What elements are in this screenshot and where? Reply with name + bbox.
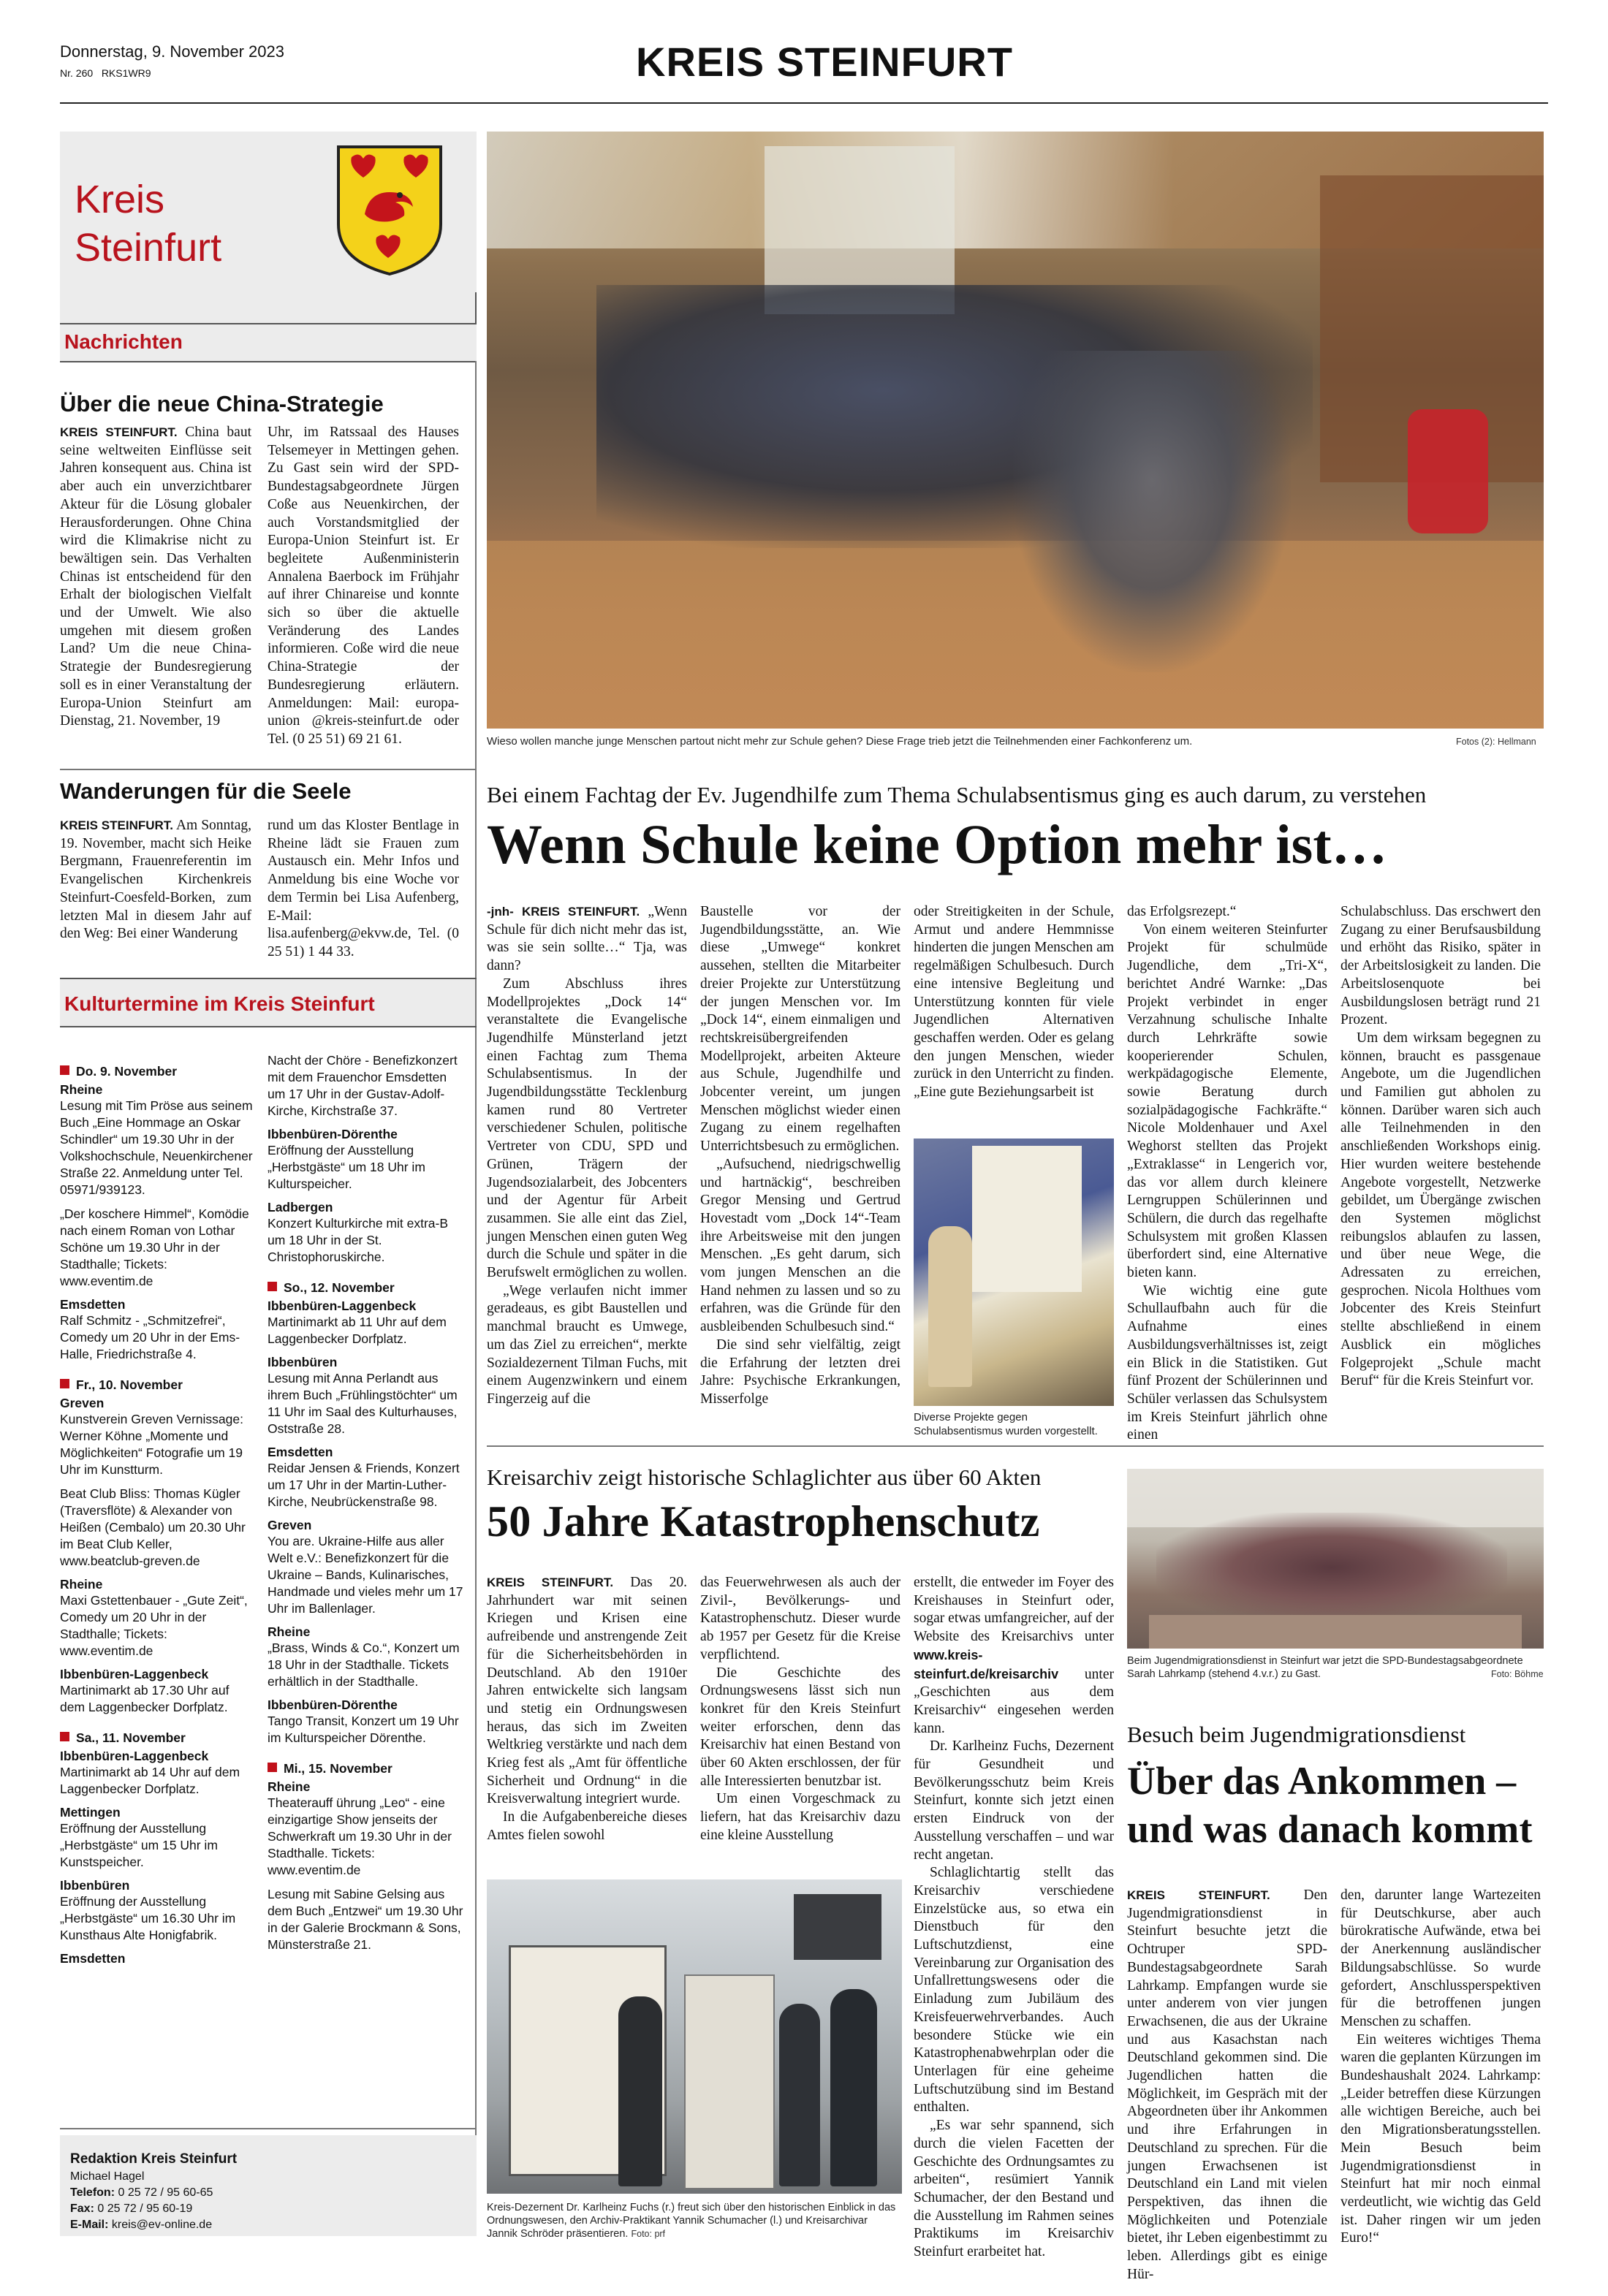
paragraph: „Wege verlaufen nicht immer geradeaus, es gibt Baustellen und manchmal braucht es Umwege, um das Ziel zu erreichen“, merkte Sozialdezernent Tilman Fuchs, mit einem Augenzwinkern und einem Fingerzeig auf die — [487, 1282, 687, 1407]
red-square-icon — [60, 1732, 69, 1741]
event-place: Greven — [268, 1518, 312, 1532]
event-place: Rheine — [268, 1779, 311, 1794]
school-bottom-rule — [487, 1445, 1544, 1447]
event-description: „Brass, Winds & Co.“, Konzert um 18 Uhr in der Stadthalle. Tickets erhältlich in der Stadthalle. — [268, 1641, 460, 1689]
photo-person-1 — [618, 1996, 662, 2186]
photo-backpack — [1408, 409, 1488, 533]
event-description: Eröffnung der Ausstellung „Herbstgäste“ um 16.30 Uhr im Kunsthaus Alte Honigfabrik. — [60, 1894, 236, 1942]
photo-person-3 — [830, 1989, 877, 2186]
article-text: China baut seine weltweiten Einflüsse seit Jahren konsequent aus. China ist aber auch ein unverzichtbarer Akteur für die Lösung globaler Herausforderungen. Ohne China wird die Klimakrise nicht zu bewältigen sein. Das Verhalten Chinas ist entscheidend für den Erhalt der biologischen Vielfalt und der Umwelt. Wie also umgehen mit diesem großen Land? Um die neue China-Strategie der Bundesregierung soll es in einer Veranstaltung der Europa-Union Steinfurt am Dienstag, 21. November, 19 — [60, 425, 252, 729]
paragraph: das Feuerwehrwesen als auch der Zivil-, Bevölkerungs- und Katastrophenschutz. Dieser wurde ab 1957 per Gesetz für die Kreise verpflichtend. — [700, 1575, 900, 1662]
migration-kicker: Besuch beim Jugendmigrationsdienst — [1127, 1722, 1466, 1747]
event-date-row — [268, 1280, 465, 1296]
event-place: Ibbenbüren-Laggenbeck — [268, 1299, 417, 1313]
masthead-rule — [60, 102, 1548, 104]
event-description: Eröffnung der Ausstellung „Herbstgäste“ um 18 Uhr im Kulturspeicher. — [268, 1143, 425, 1191]
paragraph: Die sind sehr vielfältig, zeigt die Erfahrung der letzten drei Jahre: Psychische Erkrankungen, Misserfolge — [700, 1337, 900, 1407]
sidebar-article2-col1 — [60, 817, 251, 943]
news-label-rule — [60, 361, 477, 362]
main-photo-caption: Wieso wollen manche junge Menschen partout nicht mehr zur Schule gehen? Diese Frage trieb jetzt die Teilnehmenden einer Fachkonferenz um. — [487, 735, 1193, 748]
event-place: Ibbenbüren — [268, 1355, 338, 1369]
paragraph: Baustelle vor der Jugendbildungsstätte, an. Wie diese „Umwege“ konkret aussehen, stellten die Mitarbeiter dreier Projekte zur Unterstützung der jungen Menschen vor. Im „Dock 14“, einem einmaligen und rechtskreisübergreifenden Modellprojekt, arbeiten Akteure aus Schule, Jugendhilfe und Jobcenter vereint, um jungen Menschen möglichst wieder einen Zugang zu einem regelhaften Unterrichtsbesuch zu ermöglichen. — [700, 904, 900, 1155]
paragraph: erstellt, die entweder im Foyer des Kreishauses in Steinfurt oder, sogar etwas umfangreicher, auf der Website des Kreisarchivs unter — [914, 1575, 1114, 1645]
event-description: Tango Transit, Konzert um 19 Uhr im Kulturspeicher Dörenthe. — [268, 1714, 459, 1745]
paragraph: Das 20. Jahrhundert war mit seinen Kriegen und Krisen eine aufreibende und anstrengende Zeit für die Sicherheitsbehörden in Deutschland. Ab den 1910er Jahren entwickelte sich langsam und stetig ein Ordnungswesen heraus, das sich im Zweiten Weltkrieg verstärkte und nach dem Krieg fest als „Amt für öffentliche Sicherheit und Ordnung“ in die Kreisverwaltung integriert wurde. — [487, 1575, 688, 1807]
main-photo-credit: Fotos (2): Hellmann — [1456, 737, 1536, 747]
paragraph-continued: unter „Geschichten aus dem Kreisarchiv“ eingesehen werden kann. — [914, 1666, 1114, 1736]
redaktion-phone — [70, 2186, 213, 2200]
archive-headline: 50 Jahre Katastrophenschutz — [487, 1497, 1040, 1546]
red-square-icon — [60, 1065, 69, 1075]
redaktion-email — [70, 2219, 212, 2232]
main-photo — [487, 132, 1544, 729]
coat-of-arms-icon — [335, 144, 444, 277]
archive-col1 — [487, 1574, 687, 1845]
sidebar-article2-col2: rund um das Kloster Bentlage in Rheine lädt sie Frauen zum Austausch ein. Mehr Infos und Anmeldung bis eine Woche vor dem Termin bei Lisa Aufenberg, E-Mail: lisa.aufenberg@ekvw.de, Tel. (0 25 51) 1 44 33. — [268, 818, 459, 959]
archive-kicker: Kreisarchiv zeigt historische Schlaglichter aus über 60 Akten — [487, 1464, 1042, 1490]
photo-screen — [794, 1894, 881, 1960]
event-description: Reidar Jensen & Friends, Konzert um 17 Uhr in der Martin-Luther-Kirche, Neubrückenstraße 98. — [268, 1461, 460, 1509]
event-date-row — [268, 1761, 465, 1776]
event-description: Maxi Gstettenbauer - „Gute Zeit“, Comedy um 20 Uhr in der Stadthalle; Tickets: www.eventim.de — [60, 1593, 248, 1658]
masthead-issue — [60, 67, 151, 79]
paragraph: Die Geschichte des Ordnungswesens lässt sich nun konkret für den Kreis Steinfurt weiter erforschen, denn das Kreisarchiv hat einen Bestand von über 60 Akten erschlossen, der für alle Interessierten benutzbar ist. — [700, 1665, 900, 1789]
sidebar-article2-title: Wanderungen für die Seele — [60, 778, 352, 804]
event-description: Martinimarkt ab 11 Uhr auf dem Laggenbecker Dorfplatz. — [268, 1315, 447, 1346]
red-square-icon — [268, 1763, 277, 1772]
event-date: Mi., 15. November — [284, 1761, 392, 1776]
event-description: Theaterauff ührung „Leo“ - eine einzigartige Show jenseits der Schwerkraft um 19.30 Uhr in der Stadthalle. Tickets: www.eventim.de — [268, 1795, 452, 1877]
sidebar-article1-col1 — [60, 424, 251, 731]
event-description: Kunstverein Greven Vernissage: Werner Köhne „Momente und Möglichkeiten“ Fotografie um 19 Uhr im Kunstturm. — [60, 1412, 243, 1477]
archive-col2 — [700, 1574, 900, 1845]
sidebar-logo-title: Kreis Steinfurt — [75, 178, 222, 270]
event-place: Rheine — [60, 1577, 103, 1592]
event-date-row — [60, 1730, 256, 1746]
event-place: Emsdetten — [60, 1297, 126, 1312]
paragraph: Wie wichtig eine gute Schullaufbahn auch für die Aufnahme eines Ausbildungsverhältnisses ist, zeigt ein Blick in die Statistiken. Gut fünf Prozent der Schülerinnen und Schüler verlassen das Schulsystem im Kreis Steinfurt jährlich ohne einen — [1127, 1282, 1327, 1443]
event-description: Ralf Schmitz - „Schmitzefrei“, Comedy um 20 Uhr in der Ems-Halle, Friedrichstraße 4. — [60, 1313, 240, 1361]
redaktion-fax — [70, 2202, 192, 2216]
redaktion-name: Michael Hagel — [70, 2170, 145, 2183]
migration-photo — [1127, 1469, 1544, 1649]
school-headline: Wenn Schule keine Option mehr ist… — [487, 814, 1388, 875]
sidebar-rule-1b — [475, 292, 477, 324]
sidebar-right-rule — [475, 361, 477, 2236]
event-date: Fr., 10. November — [76, 1377, 183, 1392]
phone-label: Telefon: — [70, 2186, 115, 2199]
school-col1 — [487, 903, 687, 1409]
paragraph: oder Streitigkeiten in der Schule, Armut und andere Hemmnisse hinderten die jungen Menschen am regelmäßigen Schulbesuch. Durch eine intensive Begleitung und Unterstützung konnten für viele Jugendlichen Alternativen geschaffen werden. Oder es gelang den jungen Menschen, wieder zurück in den Unterricht zu finden. „Eine gute Beziehungsarbeit ist — [914, 904, 1114, 1101]
event-description: Konzert Kulturkirche mit extra-B um 18 Uhr in der St. Christophoruskirche. — [268, 1216, 449, 1264]
location-tag: KREIS STEINFURT. — [522, 905, 640, 919]
event-description: You are. Ukraine-Hilfe aus aller Welt e.V.: Benefizkonzert für die Ukraine – Bands, Kulinarisches, Handmade und vieles mehr um 17 Uhr im Ballenlager. — [268, 1534, 463, 1616]
school-kicker: Bei einem Fachtag der Ev. Jugendhilfe zum Thema Schulabsentismus ging es auch darum, zu verstehen — [487, 782, 1427, 807]
news-label: Nachrichten — [64, 330, 183, 353]
red-square-icon — [60, 1379, 69, 1388]
masthead-date: Donnerstag, 9. November 2023 — [60, 42, 284, 61]
photo-table — [1149, 1615, 1522, 1649]
article-text: Am Sonntag, 19. November, macht sich Heike Bergmann, Frauenreferentin im Evangelischen Kirchenkreis Steinfurt-Coesfeld-Borken, zum letzten Mal in diesem Jahr auf den Weg: Bei einer Wanderung — [60, 818, 251, 942]
fax-label: Fax: — [70, 2202, 94, 2215]
event-place: Ibbenbüren-Dörenthe — [268, 1698, 398, 1712]
sidebar-rule-2 — [60, 769, 477, 770]
sidebar-logo-box — [60, 132, 477, 323]
event-description: Lesung mit Anna Perlandt aus ihrem Buch „Frühlingstöchter“ um 11 Uhr im Saal des Kulturhauses, Oststraße 28. — [268, 1371, 458, 1436]
event-place: Rheine — [60, 1082, 103, 1097]
culture-label-box — [60, 979, 475, 1026]
paragraph: das Erfolgsrezept.“ — [1127, 904, 1237, 919]
event-place: Ladbergen — [268, 1200, 333, 1214]
sidebar-article1-title: Über die neue China-Strategie — [60, 391, 384, 417]
event-date-row — [60, 1064, 256, 1079]
event-date-row — [60, 1377, 256, 1393]
paragraph: Ein weiteres wichtiges Thema waren die geplanten Kürzungen im Bundeshaushalt 2024. Lahrkamp: „Leider betreffen diese Kürzungen alle wichtigen Bereiche, auch bei den Migrationsberatungsstellen. Mein Besuch beim Jugendmigrationsdienst in Steinfurt hat mir noch einmal verdeutlicht, wie wichtig das Geld ist. Daher ringen wir um jeden Euro!“ — [1340, 2031, 1541, 2246]
paragraph: den, darunter lange Wartezeiten für Deutschkurse, aber auch bürokratische Aufwände, etwa bei der Anerkennung ausländischer Bildungsabschlüsse. So wurde gefordert, Anschlussperspektiven für die betroffenen jungen Menschen zu schaffen. — [1340, 1888, 1541, 2029]
migration-col2 — [1340, 1887, 1541, 2248]
culture-label-rule — [60, 1026, 477, 1027]
fax-value: 0 25 72 / 95 60-19 — [97, 2202, 193, 2215]
paragraph: Schulabschluss. Das erschwert den Zugang zu einer Berufsausbildung und erhöht das Risiko, später in der Arbeitslosigkeit zu landen. Die Arbeitslosenquote bei Ausbildungslosen beträgt rund 21 Prozent. — [1340, 904, 1541, 1028]
photo-poster — [684, 1974, 775, 2189]
event-description: Martinimarkt ab 14 Uhr auf dem Laggenbecker Dorfplatz. — [60, 1765, 240, 1796]
events-column-1 — [60, 1064, 256, 1966]
event-place: Emsdetten — [60, 1951, 126, 1966]
event-place: Ibbenbüren — [60, 1878, 130, 1893]
school-col5 — [1340, 903, 1541, 1391]
paragraph: Um dem wirksam begegnen zu können, braucht es passgenaue Angebote, um die Jugendlichen und Familien gut abholen zu können. Darüber waren sich auch alle Teilnehmenden in den anschließenden Workshops einig. Hier wurden weitere bestehende Angebote vorgestellt, Netzwerke gebildet, um Übergänge zwischen den Systemen möglichst reibungslos ablaufen zu lassen, und über neue Wege, die Adressaten zu erreichen, gesprochen. Nicola Holthues vom Jobcenter des Kreis Steinfurt stellte abschließend in einem Ausblick ein mögliches Folgeprojekt „Schule macht Beruf“ für die Kreis Steinfurt vor. — [1340, 1030, 1541, 1389]
paragraph: „Wenn Schule für dich nicht mehr das ist, was sie sein sollte…“ Tja, was dann? — [487, 904, 688, 974]
event-date: Do. 9. November — [76, 1064, 178, 1079]
event-description: „Der koschere Himmel“, Komödie nach einem Roman von Lothar Schöne um 19.30 Uhr in der Stadthalle; Tickets: www.eventim.de — [60, 1206, 249, 1288]
paragraph: Um einen Vorgeschmack zu liefern, hat das Kreisarchiv dazu eine kleine Ausstellung — [700, 1791, 900, 1843]
paragraph: In die Aufgabenbereiche dieses Amtes fielen sowohl — [487, 1809, 687, 1843]
event-description: Lesung mit Tim Pröse aus seinem Buch „Eine Hommage an Oskar Schindler“ um 19.30 Uhr in der Volkshochschule, Neuenkirchener Straße 22. Anmeldung unter Tel. 05971/939123. — [60, 1098, 253, 1197]
section-title-text: KREIS STEINFURT — [636, 39, 1013, 85]
photo-group — [1156, 1513, 1507, 1622]
phone-value: 0 25 72 / 95 60-65 — [118, 2186, 213, 2199]
archive-photo — [487, 1879, 902, 2194]
photo-flipchart — [972, 1146, 1082, 1292]
paragraph: Den Jugendmigrationsdienst in Steinfurt besuchte jetzt die Ochtruper SPD-Bundestagsabgeordnete Sarah Lahrkamp. Empfangen wurde sie unter anderem von vier jungen Erwachsenen, die aus der Ukraine und aus Kasachstan nach Deutschland gekommen sind. Die Jugendlichen hatten die Möglichkeit, im Gespräch mit der Abgeordneten über ihr Ankommen und ihre Erfahrungen in Deutschland zu sprechen. Für die jungen Erwachsenen ist Deutschland ein Land mit vielen Perspektiven, das ihnen die Möglichkeiten und Potenziale bietet, ihr Leben eigenbestimmt zu leben. Allerdings gibt es einige Hür- — [1127, 1888, 1327, 2282]
photo-front-row — [1013, 351, 1291, 672]
email-label: E-Mail: — [70, 2219, 109, 2231]
event-description: Beat Club Bliss: Thomas Kügler (Traversflöte) & Alexander von Heißen (Cembalo) um 20.30 Uhr im Beat Club Keller, www.beatclub-greven.de — [60, 1486, 246, 1568]
event-place: Rheine — [268, 1624, 311, 1639]
event-description: Nacht der Chöre - Benefizkonzert mit dem Frauenchor Emsdetten um 17 Uhr in der Gustav-Adolf-Kirche, Kirchstraße 37. — [268, 1053, 458, 1118]
archive-photo-credit: Foto: prf — [631, 2229, 666, 2239]
photo-person-2 — [779, 2004, 820, 2186]
culture-label: Kulturtermine im Kreis Steinfurt — [64, 992, 375, 1015]
paragraph: Dr. Karlheinz Fuchs, Dezernent für Gesundheit und Bevölkerungsschutz beim Kreis Steinfurt, konnte sich jetzt einen ersten Eindruck von der Ausstellung verschaffen – und war recht angetan. — [914, 1738, 1114, 1863]
migration-col1 — [1127, 1887, 1327, 2284]
migration-photo-caption — [1127, 1654, 1544, 1681]
location-tag: KREIS STEINFURT. — [1127, 1888, 1270, 1902]
event-place: Ibbenbüren-Dörenthe — [268, 1127, 398, 1141]
inset-photo — [914, 1139, 1114, 1406]
photo-presenter — [928, 1226, 972, 1387]
email-value: kreis@ev-online.de — [111, 2219, 213, 2231]
red-square-icon — [268, 1282, 277, 1291]
event-place: Ibbenbüren-Laggenbeck — [60, 1749, 209, 1763]
archive-link[interactable]: www.kreis-steinfurt.de/kreisarchiv — [914, 1647, 1059, 1681]
paragraph: „Aufsuchend, niedrigschwellig und hartnäckig“, beschreiben Gregor Mensing und Gertrud Hovestadt vom „Dock 14“-Team ihre Arbeitsweise mit den jungen Menschen. „Es geht darum, sich vom jungen Menschen an die Hand nehmen zu lassen und so zu erfahren, was die Gründe für den ausbleibenden Schulbesuch sind.“ — [700, 1156, 900, 1335]
caption-text: Beim Jugendmigrationsdienst in Steinfurt war jetzt die SPD-Bundestagsabgeordnete Sarah Lahrkamp (stehend 4.v.r.) zu Gast. — [1127, 1655, 1523, 1680]
location-tag: KREIS STEINFURT. — [60, 818, 174, 832]
event-description: Martinimarkt ab 17.30 Uhr auf dem Laggenbecker Dorfplatz. — [60, 1683, 230, 1714]
paragraph: „Es war sehr spannend, sich durch die vielen Facetten der Geschichte des Ordnungsamtes zu arbeiten“, resümiert Yannik Schumacher, der den Bestand und die Ausstellung im Rahmen seines Praktikums im Kreisarchiv Steinfurt erarbeitet hat. — [914, 2118, 1114, 2260]
event-place: Greven — [60, 1396, 105, 1410]
event-date: Sa., 11. November — [76, 1730, 186, 1745]
redaktion-rule — [60, 2128, 477, 2129]
location-tag: KREIS STEINFURT. — [487, 1575, 614, 1589]
event-description: Lesung mit Sabine Gelsing aus dem Buch „Entzwei“ um 19.30 Uhr in der Galerie Brockmann & Sons, Münsterstraße 21. — [268, 1887, 463, 1952]
sidebar-article1-col2: Uhr, im Ratssaal des Hauses Telsemeyer in Mettingen gehen. Zu Gast sein wird der SPD-Bundestagsabgeordnete Jürgen Coße aus Neuenkirchen, der auch Vorstandsmitglied der Europa-Union Steinfurt ist. Er begleitete Außenministerin Annalena Baerbock im Frühjahr auf ihrer Chinareise und konnte sich so über die aktuelle Veränderung des Landes informieren. Coße wird die neue China-Strategie der Bundesregierung erläutern. Anmeldungen: Mail: europa-union @kreis-steinfurt.de oder Tel. (0 25 51) 69 21 61. — [268, 425, 459, 747]
event-place: Ibbenbüren-Laggenbeck — [60, 1667, 209, 1681]
byline: -jnh- — [487, 905, 514, 919]
migration-headline: Über das Ankommen – und was danach kommt — [1127, 1759, 1533, 1851]
migration-photo-credit: Foto: Böhme — [1491, 1669, 1544, 1679]
event-date: So., 12. November — [284, 1280, 395, 1295]
caption-text: Kreis-Dezernent Dr. Karlheinz Fuchs (r.) freut sich über den historischen Einblick in das Ordnungswesen, den Archiv-Praktikant Yannik Schumacher (l.) und Kreisarchivar Jannik Schröder präsentieren. — [487, 2202, 896, 2240]
event-description: Eröffnung der Ausstellung „Herbstgäste“ um 15 Uhr im Kunstspeicher. — [60, 1821, 218, 1869]
issue-code: RKS1WR9 — [101, 67, 151, 79]
event-place: Mettingen — [60, 1805, 121, 1820]
paragraph: Von einem weiteren Steinfurter Projekt für schulmüde Jugendliche, dem „Tri-X“, berichtet André Warnke: „Das Projekt verbindet in enger Verzahnung schulische Inhalte durch Lehrkräfte sowie kooperierender Schulen, werkpädagogische Elemente, sowie Beratung durch sozialpädagogische Fachkräfte.“ Nicole Moldenhauer und Axel Weghorst stellten das Projekt „Extraklasse“ in Lengerich vor, das vor allem durch kleinere Lerngruppen Schülerinnen und Schülern, die durch das regelhafte Schulsystem mit großen Klassen überfordert sind, eine Alternative bieten kann. — [1127, 921, 1327, 1281]
paragraph: Schlaglichtartig stellt das Kreisarchiv verschiedene Einzelstücke aus, so etwa ein Dienstbuch für den Luftschutzdienst, eine Vereinbarung zur Organisation des Unfallrettungswesens oder die Einladung zum Jubiläum des Kreisfeuerwehrverbandes. Auch besondere Stücke wie ein Katastrophenabwehrplan oder die Unterlagen für eine geheime Luftschutzübung sind im Bestand enthalten. — [914, 1865, 1114, 2116]
news-label-box — [60, 324, 477, 361]
event-place: Emsdetten — [268, 1445, 333, 1459]
school-col3 — [914, 903, 1114, 1102]
redaktion-title: Redaktion Kreis Steinfurt — [70, 2151, 238, 2167]
issue-number: Nr. 260 — [60, 67, 94, 79]
inset-photo-caption: Diverse Projekte gegen Schulabsentismus wurden vorgestellt. — [914, 1411, 1098, 1437]
paragraph: Zum Abschluss ihres Modellprojektes „Dock 14“ veranstaltete die Evangelische Jugendhilfe Münsterland jetzt einen Fachtag zum Thema Schulabsentismus. In der Jugendbildungsstätte Tecklenburg kamen rund 80 Vertreter verschiedener Schulen, politische Vertreter von CDU, SPD und Grünen, Trägern der Jugendsozialarbeit, des Jobcenters und der Agentur für Arbeit zusammen. Sie alle eint das Ziel, jungen Menschen einen guten Weg durch die Schule und später in die Berufswelt ermöglichen zu wollen. — [487, 976, 687, 1281]
events-column-2 — [268, 1052, 465, 1961]
location-tag: KREIS STEINFURT. — [60, 425, 178, 439]
school-col4 — [1127, 903, 1327, 1445]
archive-photo-caption — [487, 2201, 896, 2240]
redaktion-box — [60, 2135, 477, 2236]
school-col2 — [700, 903, 900, 1409]
archive-col3 — [914, 1574, 1114, 2262]
